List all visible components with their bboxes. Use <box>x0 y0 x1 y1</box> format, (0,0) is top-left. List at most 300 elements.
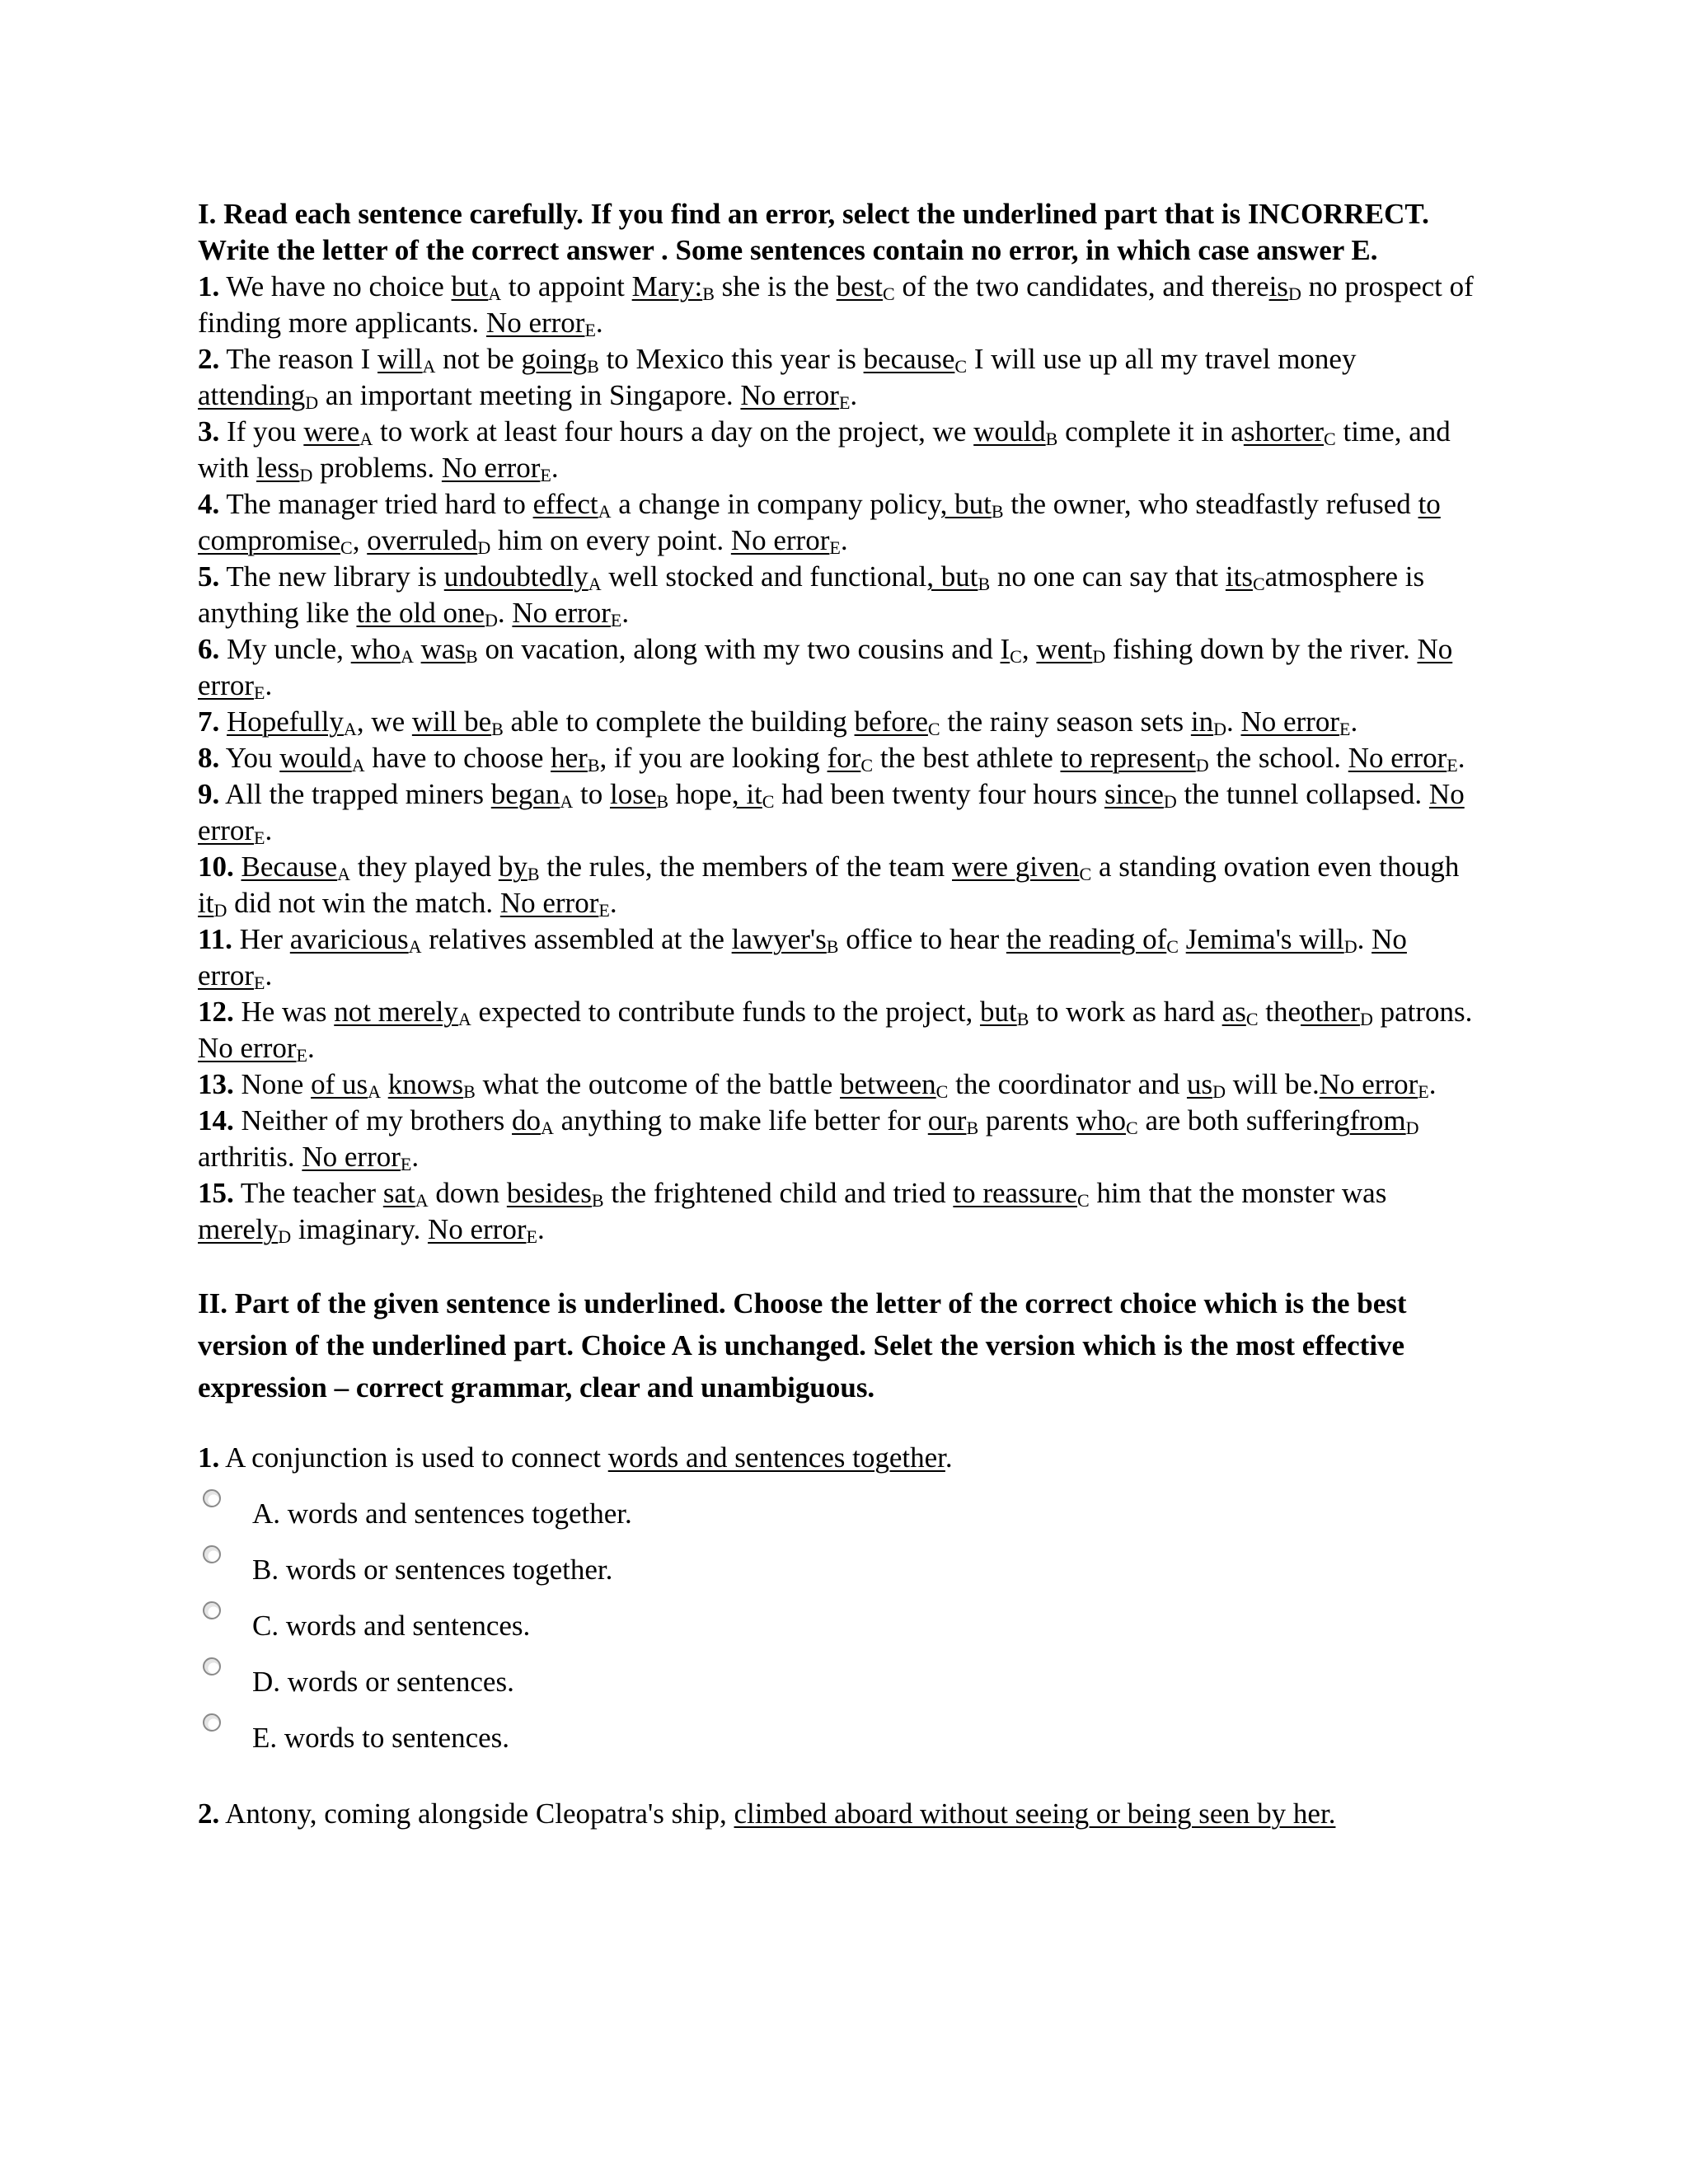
option-letter: B <box>991 501 1004 522</box>
option-letter: B <box>978 574 991 594</box>
option-letter: D <box>1092 646 1106 667</box>
underlined-option-b: will be <box>411 705 492 738</box>
radio-button[interactable] <box>203 1489 221 1507</box>
question-8 <box>198 740 1484 776</box>
underlined-option-d: went <box>1036 633 1093 665</box>
sentence-text: All the trapped miners <box>219 778 491 810</box>
sentence-text: , if you are looking <box>599 742 828 774</box>
underlined-option-b: going <box>521 343 588 375</box>
sentence-text: We have no choice <box>219 270 452 302</box>
underlined-option-b: Mary: <box>631 270 703 302</box>
sentence-text: they played <box>350 851 499 883</box>
sentence-text: Neither of my brothers <box>233 1104 513 1137</box>
option-letter: C <box>927 719 940 739</box>
sentence-text: able to complete the building <box>503 705 855 738</box>
sentence-text: no prospect of finding more applicants. <box>198 270 1474 339</box>
question-13 <box>198 1066 1484 1103</box>
question-number: 7. <box>198 705 220 738</box>
option-a[interactable] <box>198 1488 1484 1544</box>
underlined-option-d: less <box>256 452 300 484</box>
underlined-option-e: No error <box>198 1032 297 1064</box>
underlined-option-a: would <box>279 742 352 774</box>
option-letter: B <box>491 719 504 739</box>
sentence-text: the school. <box>1208 742 1348 774</box>
sentence-text: . <box>850 379 858 411</box>
sentence-text: . <box>307 1032 315 1064</box>
option-letter: D <box>1212 1081 1226 1102</box>
option-letter: C <box>954 356 968 377</box>
mcq-question-1-prompt <box>198 1440 1484 1476</box>
underlined-option-d: in <box>1190 705 1214 738</box>
sentence-text: If you <box>219 415 304 448</box>
sentence-text: . <box>1357 923 1372 955</box>
option-e[interactable] <box>198 1712 1484 1768</box>
option-letter: D <box>1287 284 1301 304</box>
question-number: 6. <box>198 633 220 665</box>
option-letter: A <box>415 1190 429 1211</box>
sentence-text: have to choose <box>364 742 551 774</box>
question-number: 3. <box>198 415 220 448</box>
sentence-text: the rainy season sets <box>940 705 1191 738</box>
sentence-text: . <box>1226 705 1241 738</box>
underlined-option-b: by <box>498 851 528 883</box>
underlined-option-d: us <box>1186 1068 1213 1100</box>
question-14 <box>198 1103 1484 1175</box>
sentence-text: did not win the match. <box>227 887 500 919</box>
option-letter: D <box>278 1226 292 1247</box>
question-number: 4. <box>198 488 220 520</box>
underlined-option-d: merely <box>198 1213 279 1245</box>
sentence-text <box>414 633 421 665</box>
underlined-option-a: sat <box>382 1177 415 1209</box>
sentence-text: . <box>1457 742 1465 774</box>
option-letter: D <box>305 392 319 413</box>
option-letter: D <box>213 900 227 921</box>
option-letter: E <box>254 827 265 848</box>
question-number: 11. <box>198 923 232 955</box>
option-letter: A <box>343 719 357 739</box>
option-letter: A <box>457 1009 471 1029</box>
sentence-text: . <box>265 959 273 991</box>
underlined-phrase: words and sentences together <box>607 1441 945 1474</box>
option-letter: B <box>702 284 715 304</box>
underlined-option-c: best <box>836 270 884 302</box>
underlined-option-c: were given <box>952 851 1080 883</box>
sentence-text: fishing down by the river. <box>1105 633 1418 665</box>
radio-button[interactable] <box>203 1657 221 1675</box>
option-letter: E <box>1418 1081 1429 1102</box>
underlined-option-e: No error <box>730 524 830 556</box>
sentence-text: to work at least four hours a day on the project, we <box>373 415 974 448</box>
radio-button[interactable] <box>203 1545 221 1563</box>
underlined-option-d: overruled <box>367 524 478 556</box>
underlined-option-b: was <box>420 633 467 665</box>
underlined-option-a: who <box>350 633 401 665</box>
underlined-option-b: her <box>551 742 588 774</box>
option-letter: C <box>1245 1009 1259 1029</box>
option-letter: E <box>1447 755 1458 776</box>
underlined-option-a: not merely <box>334 996 458 1028</box>
underlined-option-d: is <box>1268 270 1288 302</box>
option-letter: B <box>591 1190 604 1211</box>
underlined-option-b: , but <box>926 560 978 593</box>
section-2 <box>198 1282 1484 1832</box>
sentence-text: , we <box>356 705 412 738</box>
option-letter: D <box>299 465 313 485</box>
option-c[interactable] <box>198 1600 1484 1656</box>
option-letter: C <box>1126 1118 1138 1138</box>
worksheet-page <box>198 196 1484 1832</box>
sentence-text: imaginary. <box>291 1213 428 1245</box>
question-number: 2. <box>198 1797 220 1830</box>
option-letter: E <box>838 392 851 413</box>
underlined-option-c: , it <box>731 778 762 810</box>
underlined-option-e: No error <box>740 379 839 411</box>
sentence-text: hope <box>668 778 732 810</box>
option-letter: E <box>540 465 551 485</box>
question-number: 5. <box>198 560 220 593</box>
sentence-text: anything to make life better for <box>553 1104 928 1137</box>
option-letter: A <box>400 646 414 667</box>
option-letter: B <box>1016 1009 1029 1029</box>
sentence-text: will be. <box>1225 1068 1320 1100</box>
underlined-option-a: effect <box>532 488 598 520</box>
sentence-text: the frightened child and tried <box>603 1177 954 1209</box>
underlined-option-e: No error <box>485 307 585 339</box>
option-letter: E <box>400 1154 412 1174</box>
option-label: C. words and sentences. <box>252 1610 531 1642</box>
sentence-text: . <box>595 307 603 339</box>
underlined-option-d: to represent <box>1060 742 1196 774</box>
option-letter: C <box>1010 646 1022 667</box>
option-letter: A <box>560 791 574 812</box>
option-letter: B <box>527 864 540 884</box>
underlined-option-c: between <box>840 1068 936 1100</box>
sentence-text: an important meeting in Singapore. <box>318 379 741 411</box>
sentence-text: . <box>537 1213 545 1245</box>
option-letter: B <box>463 1081 476 1102</box>
underlined-option-b: but <box>979 996 1017 1028</box>
option-label: E. words to sentences. <box>252 1722 510 1754</box>
underlined-option-e: No error <box>198 633 1453 701</box>
sentence-text: , <box>1021 633 1037 665</box>
option-letter: B <box>466 646 478 667</box>
underlined-option-c: for <box>827 742 861 774</box>
underlined-option-c: as <box>1221 996 1246 1028</box>
underlined-option-d: Jemima's will <box>1185 923 1344 955</box>
sentence-text: Her <box>232 923 290 955</box>
sentence-text: . <box>497 597 513 629</box>
sentence-text: what the outcome of the battle <box>475 1068 841 1100</box>
question-2 <box>198 341 1484 414</box>
sentence-text: The teacher <box>233 1177 383 1209</box>
question-11 <box>198 921 1484 994</box>
sentence-text: . <box>265 814 273 846</box>
option-letter: A <box>337 864 350 884</box>
question-number: 9. <box>198 778 220 810</box>
sentence-text: The new library is <box>219 560 444 593</box>
option-letter: D <box>1163 791 1177 812</box>
sentence-text: to Mexico this year is <box>598 343 864 375</box>
option-letter: B <box>826 936 839 957</box>
underlined-option-c: to reassure <box>953 1177 1077 1209</box>
question-number: 10. <box>198 851 234 883</box>
underlined-option-d: the old one <box>356 597 485 629</box>
sentence-text: . <box>1428 1068 1437 1100</box>
option-letter: C <box>883 284 895 304</box>
underlined-option-a: Because <box>241 851 338 883</box>
sentence-text: . <box>621 597 630 629</box>
underlined-option-a: will <box>377 343 423 375</box>
question-1 <box>198 269 1484 341</box>
prompt-text: Antony, coming alongside Cleopatra's ship, <box>219 1797 734 1830</box>
sentence-text: she is the <box>714 270 837 302</box>
question-number: 14. <box>198 1104 234 1137</box>
option-letter: D <box>1359 1009 1373 1029</box>
option-letter: B <box>966 1118 979 1138</box>
sentence-text: had been twenty four hours <box>774 778 1104 810</box>
prompt-text: A conjunction is used to connect <box>219 1441 608 1474</box>
underlined-option-a: Hopefully <box>227 705 344 738</box>
option-letter: E <box>526 1226 537 1247</box>
option-letter: A <box>422 356 436 377</box>
sentence-text: He was <box>233 996 335 1028</box>
option-label: B. words or sentences together. <box>252 1554 613 1586</box>
underlined-option-a: but <box>451 270 489 302</box>
option-letter: A <box>541 1118 554 1138</box>
option-letter: D <box>485 610 498 630</box>
option-letter: C <box>1252 574 1265 594</box>
radio-button[interactable] <box>203 1713 221 1732</box>
option-b[interactable] <box>198 1544 1484 1600</box>
mcq-question-2 <box>198 1796 1484 1832</box>
sentence-text: the <box>1258 996 1301 1028</box>
underlined-option-e: No error <box>512 597 611 629</box>
option-letter: E <box>254 682 265 703</box>
option-letter: E <box>598 900 610 921</box>
option-letter: C <box>860 755 874 776</box>
option-letter: A <box>368 1081 381 1102</box>
underlined-option-c: its <box>1225 560 1253 593</box>
underlined-option-e: No error <box>499 887 599 919</box>
underlined-option-c: I <box>1000 633 1010 665</box>
underlined-option-e: No error <box>198 778 1465 846</box>
underlined-option-b: knows <box>387 1068 464 1100</box>
option-letter: A <box>351 755 365 776</box>
sentence-text: him on every point. <box>490 524 731 556</box>
option-letter: E <box>296 1045 307 1066</box>
underlined-option-e: No error <box>1319 1068 1418 1100</box>
sentence-text: a standing ovation even though <box>1091 851 1460 883</box>
underlined-option-e: No error <box>198 923 1407 991</box>
sentence-text: . <box>840 524 848 556</box>
sentence-text: the tunnel collapsed. <box>1176 778 1429 810</box>
question-3 <box>198 414 1484 486</box>
option-letter: B <box>587 356 599 377</box>
sentence-text <box>234 851 241 883</box>
option-letter: A <box>588 574 602 594</box>
question-6 <box>198 631 1484 704</box>
prompt-text: . <box>945 1441 953 1474</box>
underlined-option-d: since <box>1104 778 1164 810</box>
option-letter: C <box>1079 864 1092 884</box>
option-letter: D <box>1195 755 1209 776</box>
underlined-option-e: No error <box>1348 742 1447 774</box>
section-2-instructions: II. Part of the given sentence is underlined. Choose the letter of the correct choice which is the best version of the underlined part. Choice A is unchanged. Selet the version which is the most effective expression – correct grammar, clear and unambiguous. <box>198 1287 1407 1404</box>
question-number: 1. <box>198 270 220 302</box>
sentence-text <box>381 1068 388 1100</box>
option-letter: C <box>1077 1190 1090 1211</box>
option-letter: C <box>1324 429 1336 449</box>
question-5 <box>198 559 1484 631</box>
underlined-option-d: it <box>198 887 214 919</box>
sentence-text: the rules, the members of the team <box>539 851 953 883</box>
sentence-text: to work as hard <box>1029 996 1222 1028</box>
sentence-text: You <box>219 742 280 774</box>
question-10 <box>198 849 1484 921</box>
underlined-option-e: No error <box>441 452 541 484</box>
underlined-option-a: undoubtedly <box>443 560 588 593</box>
option-letter: A <box>359 429 373 449</box>
option-letter: E <box>584 320 596 340</box>
underlined-option-a: avaricious <box>289 923 409 955</box>
mcq-question-2-prompt <box>198 1796 1484 1832</box>
underlined-option-a: of us <box>311 1068 368 1100</box>
underlined-option-b: , but <box>940 488 992 520</box>
sentence-text: time, and with <box>198 415 1451 484</box>
question-number: 8. <box>198 742 220 774</box>
option-letter: B <box>1045 429 1058 449</box>
sentence-text: , <box>352 524 368 556</box>
sentence-text: None <box>233 1068 312 1100</box>
option-letter: D <box>1405 1118 1419 1138</box>
sentence-text: not be <box>435 343 522 375</box>
option-letter: E <box>829 537 841 558</box>
question-9 <box>198 776 1484 849</box>
underlined-option-c: who <box>1076 1104 1126 1137</box>
sentence-text: him that the monster was <box>1089 1177 1387 1209</box>
underlined-option-e: No error <box>427 1213 527 1245</box>
option-label: D. words or sentences. <box>252 1666 514 1698</box>
sentence-text: . <box>609 887 617 919</box>
underlined-option-c: before <box>854 705 928 738</box>
sentence-text <box>1179 923 1186 955</box>
sentence-text: I will use up all my travel money <box>967 343 1357 375</box>
sentence-text: office to hear <box>838 923 1006 955</box>
question-number: 12. <box>198 996 234 1028</box>
question-number: 1. <box>198 1441 220 1474</box>
underlined-phrase: climbed aboard without seeing or being seen by her. <box>734 1797 1336 1830</box>
underlined-option-e: No error <box>302 1141 401 1173</box>
radio-button[interactable] <box>203 1601 221 1619</box>
sentence-text: to <box>573 778 610 810</box>
sentence-text: relatives assembled at the <box>421 923 732 955</box>
sentence-text: problems. <box>312 452 442 484</box>
underlined-option-b: our <box>927 1104 967 1137</box>
sentence-text: . <box>551 452 559 484</box>
question-12 <box>198 994 1484 1066</box>
underlined-option-c: shorter <box>1243 415 1325 448</box>
answer-options <box>198 1488 1484 1768</box>
underlined-option-c: to compromise <box>198 488 1441 556</box>
sentence-text: . <box>411 1141 420 1173</box>
mcq-question-1 <box>198 1440 1484 1768</box>
option-letter: B <box>587 755 600 776</box>
option-letter: C <box>340 537 353 558</box>
option-letter: B <box>656 791 669 812</box>
sentence-text: a change in company policy <box>611 488 940 520</box>
option-letter: D <box>1343 936 1357 957</box>
sentence-text: . <box>265 669 273 701</box>
underlined-option-a: do <box>512 1104 542 1137</box>
sentence-text: My uncle, <box>219 633 351 665</box>
question-15 <box>198 1175 1484 1248</box>
underlined-option-b: lawyer's <box>731 923 827 955</box>
question-4 <box>198 486 1484 559</box>
underlined-option-b: lose <box>609 778 657 810</box>
underlined-option-d: attending <box>198 379 306 411</box>
underlined-option-d: from <box>1349 1104 1406 1137</box>
option-letter: A <box>408 936 422 957</box>
option-label: A. words and sentences together. <box>252 1497 632 1530</box>
sentence-text: well stocked and functional <box>601 560 927 593</box>
sentence-text: no one can say that <box>990 560 1226 593</box>
sentence-text: . <box>1350 705 1358 738</box>
option-letter: E <box>1339 719 1351 739</box>
question-number: 2. <box>198 343 220 375</box>
sentence-text: to appoint <box>501 270 632 302</box>
question-7 <box>198 704 1484 740</box>
sentence-text: are both suffering <box>1137 1104 1350 1137</box>
section-1-question-list <box>198 269 1484 1248</box>
sentence-text: of the two candidates, and there <box>894 270 1269 302</box>
question-number: 15. <box>198 1177 234 1209</box>
question-number: 13. <box>198 1068 234 1100</box>
sentence-text: expected to contribute funds to the project, <box>471 996 980 1028</box>
section-1-instructions: I. Read each sentence carefully. If you find an error, select the underlined part that is INCORRECT. Write the letter of the correct answer . Some sentences contain no error, in which case answer E. <box>198 198 1429 266</box>
underlined-option-a: began <box>490 778 560 810</box>
option-letter: D <box>477 537 491 558</box>
sentence-text: on vacation, along with my two cousins and <box>477 633 1001 665</box>
sentence-text: The manager tried hard to <box>219 488 533 520</box>
option-letter: A <box>488 284 502 304</box>
underlined-option-e: No error <box>1240 705 1339 738</box>
sentence-text: down <box>428 1177 507 1209</box>
sentence-text: the coordinator and <box>948 1068 1187 1100</box>
option-letter: C <box>762 791 775 812</box>
option-letter: D <box>1213 719 1226 739</box>
underlined-option-d: other <box>1301 996 1360 1028</box>
sentence-text: the owner, who steadfastly refused <box>1003 488 1418 520</box>
underlined-option-b: besides <box>506 1177 592 1209</box>
sentence-text: The reason I <box>219 343 378 375</box>
sentence-text: the best athlete <box>873 742 1061 774</box>
option-d[interactable] <box>198 1656 1484 1712</box>
option-letter: E <box>610 610 622 630</box>
option-letter: C <box>1166 936 1179 957</box>
underlined-option-a: were <box>303 415 360 448</box>
sentence-text: parents <box>978 1104 1076 1137</box>
sentence-text: arthritis. <box>198 1141 302 1173</box>
underlined-option-c: because <box>863 343 955 375</box>
sentence-text: patrons. <box>1372 996 1473 1028</box>
underlined-option-c: the reading of <box>1006 923 1167 955</box>
sentence-text <box>219 705 227 738</box>
option-letter: E <box>254 972 265 993</box>
option-letter: C <box>935 1081 949 1102</box>
underlined-option-b: would <box>973 415 1046 448</box>
option-letter: A <box>598 501 612 522</box>
